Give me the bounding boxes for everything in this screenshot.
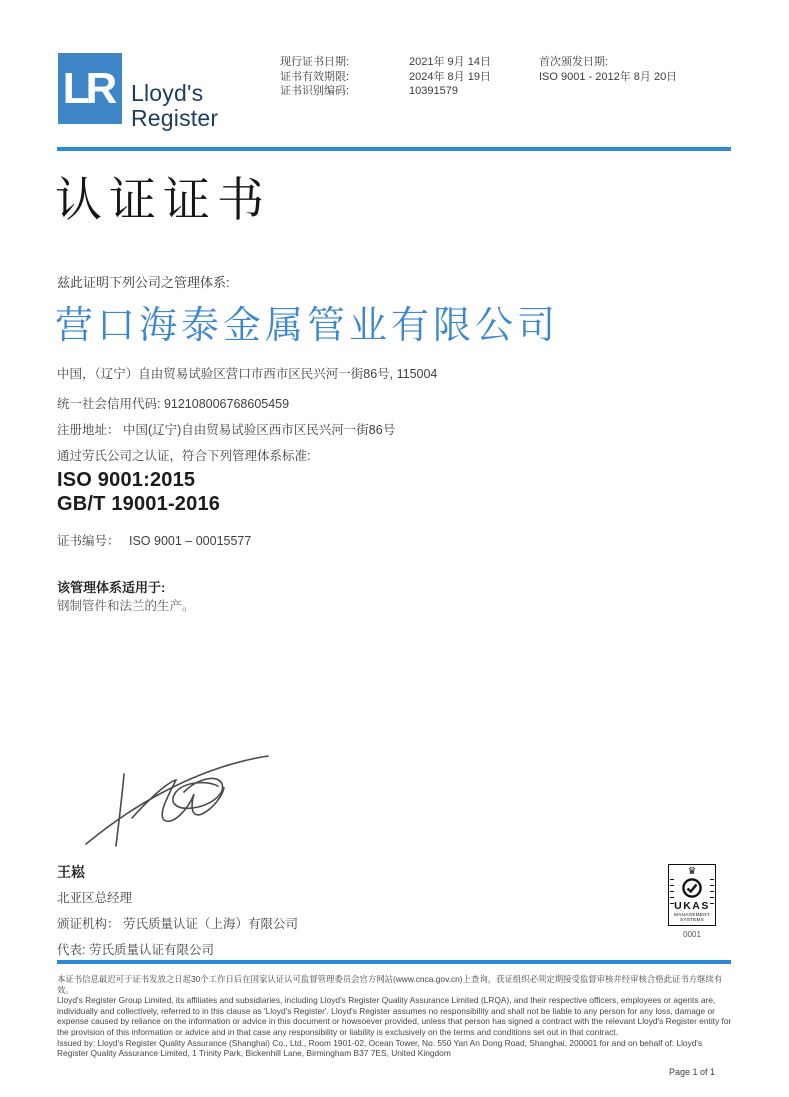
ukas-label: UKAS [674,900,710,912]
approval-line: 通过劳氏公司之认证，符合下列管理体系标准: [57,449,311,463]
bottom-divider-rule [57,960,731,964]
ukas-right-ticks [710,879,714,907]
ukas-subtitle-1: MANAGEMENT [674,912,710,917]
footer-issued-by: Issued by: Lloyd's Register Quality Assurance (Shanghai) Co., Ltd., Room 1901-02, Ocean Tower, No. 550 Yan An Dong Road, Shanghai, 200001 for and on behalf of: Lloyd's Register Quality Assurance Limited, 1 Trinity Park, Bickenhill Lane, Birmingham B37 7ES, United Kingdom [57,1037,703,1059]
scope-heading: 该管理体系适用于: [57,580,166,595]
scope-text: 钢制管件和法兰的生产。 [57,599,195,613]
page-number: Page 1 of 1 [668,1067,715,1077]
ukas-number: 0001 [683,930,701,939]
signatory-title: 北亚区总经理 [57,891,133,905]
handwritten-signature-icon [72,740,282,863]
footer-english-legal: Lloyd's Register Group Limited, its affiliates and subsidiaries, including Lloyd's Register Quality Assurance Limited (LRQA), and their respective officers, employees or agents are, individually and collectively, referred to in this clause as 'Lloyd's Register'. Lloyd's Register assumes no responsibility and shall not be liable to any person for any loss, damage or expense caused by reliance on the information or advice in this document or howsoever provided, unless that person has signed a contract with the relevant Lloyd's Register entity for the provision of this information or advice and in that case any responsibility or liability is exclusively on the terms and conditions set out in that contract. [57,995,732,1037]
cert-number-value: ISO 9001 – 00015577 [129,534,252,548]
lloyds-register-logo [58,53,122,124]
brand-wordmark [131,81,218,131]
ukas-subtitle-2: SYSTEMS [679,917,705,922]
ukas-accreditation-mark [668,864,716,939]
ukas-box [668,864,716,926]
crown-icon: ♛ [687,866,697,877]
cert-id-label: 证书识别编码: [280,85,350,97]
brand-line-1: Lloyd's [131,80,204,106]
intro-line: 兹此证明下列公司之管理体系: [57,275,230,290]
header-field-labels [280,55,349,99]
signatory-name: 王崧 [57,864,85,880]
current-cert-date-value: 2021年 9月 14日 [409,56,491,68]
company-name: 营口海泰金属管业有限公司 [55,305,560,347]
header-field-values [409,55,491,99]
cert-id-value: 10391579 [409,85,458,97]
cert-expiry-value: 2024年 8月 19日 [409,70,491,83]
footer-chinese-notice: 本证书信息最迟可于证书发放之日起30个工作日后在国家认证认可监督管理委员会官方网站(www.cnca.gov.cn)上查询，获证组织必须定期接受监督审核并经审核合格此证书方继续有效。 [57,974,723,995]
registered-address-line: 注册地址： 中国(辽宁)自由贸易试验区西市区民兴河一街86号 [57,423,396,437]
company-address: 中国，（辽宁）自由贸易试验区营口市西市区民兴河一街86号, 115004 [57,367,438,381]
credit-code-line: 统一社会信用代码: 912108006768605459 [57,397,290,411]
cert-expiry-label: 证书有效期限: [280,70,350,83]
standards-list [57,468,220,516]
certificate-title: 认证证书 [55,173,271,228]
ukas-left-ticks [670,879,674,907]
brand-line-2: Register [131,105,219,131]
cert-number-label: 证书编号： [57,534,120,548]
cert-number-line [57,531,251,549]
first-issue-value: ISO 9001 - 2012年 8月 20日 [539,70,678,83]
issuing-body-line: 颁证机构： 劳氏质量认证（上海）有限公司 [57,917,298,931]
footer-legal-block [57,974,733,1059]
checkmark-circle-icon [681,877,703,899]
standard-gbt: GB/T 19001-2016 [57,493,221,515]
current-cert-date-label: 现行证书日期: [280,56,350,68]
lr-monogram-icon: LR [62,63,114,113]
standard-iso: ISO 9001:2015 [57,469,196,491]
on-behalf-line: 代表: 劳氏质量认证有限公司 [57,943,214,957]
first-issue-label: 首次颁发日期: [539,56,609,68]
first-issue-block [539,55,677,84]
top-divider-rule [57,147,731,151]
